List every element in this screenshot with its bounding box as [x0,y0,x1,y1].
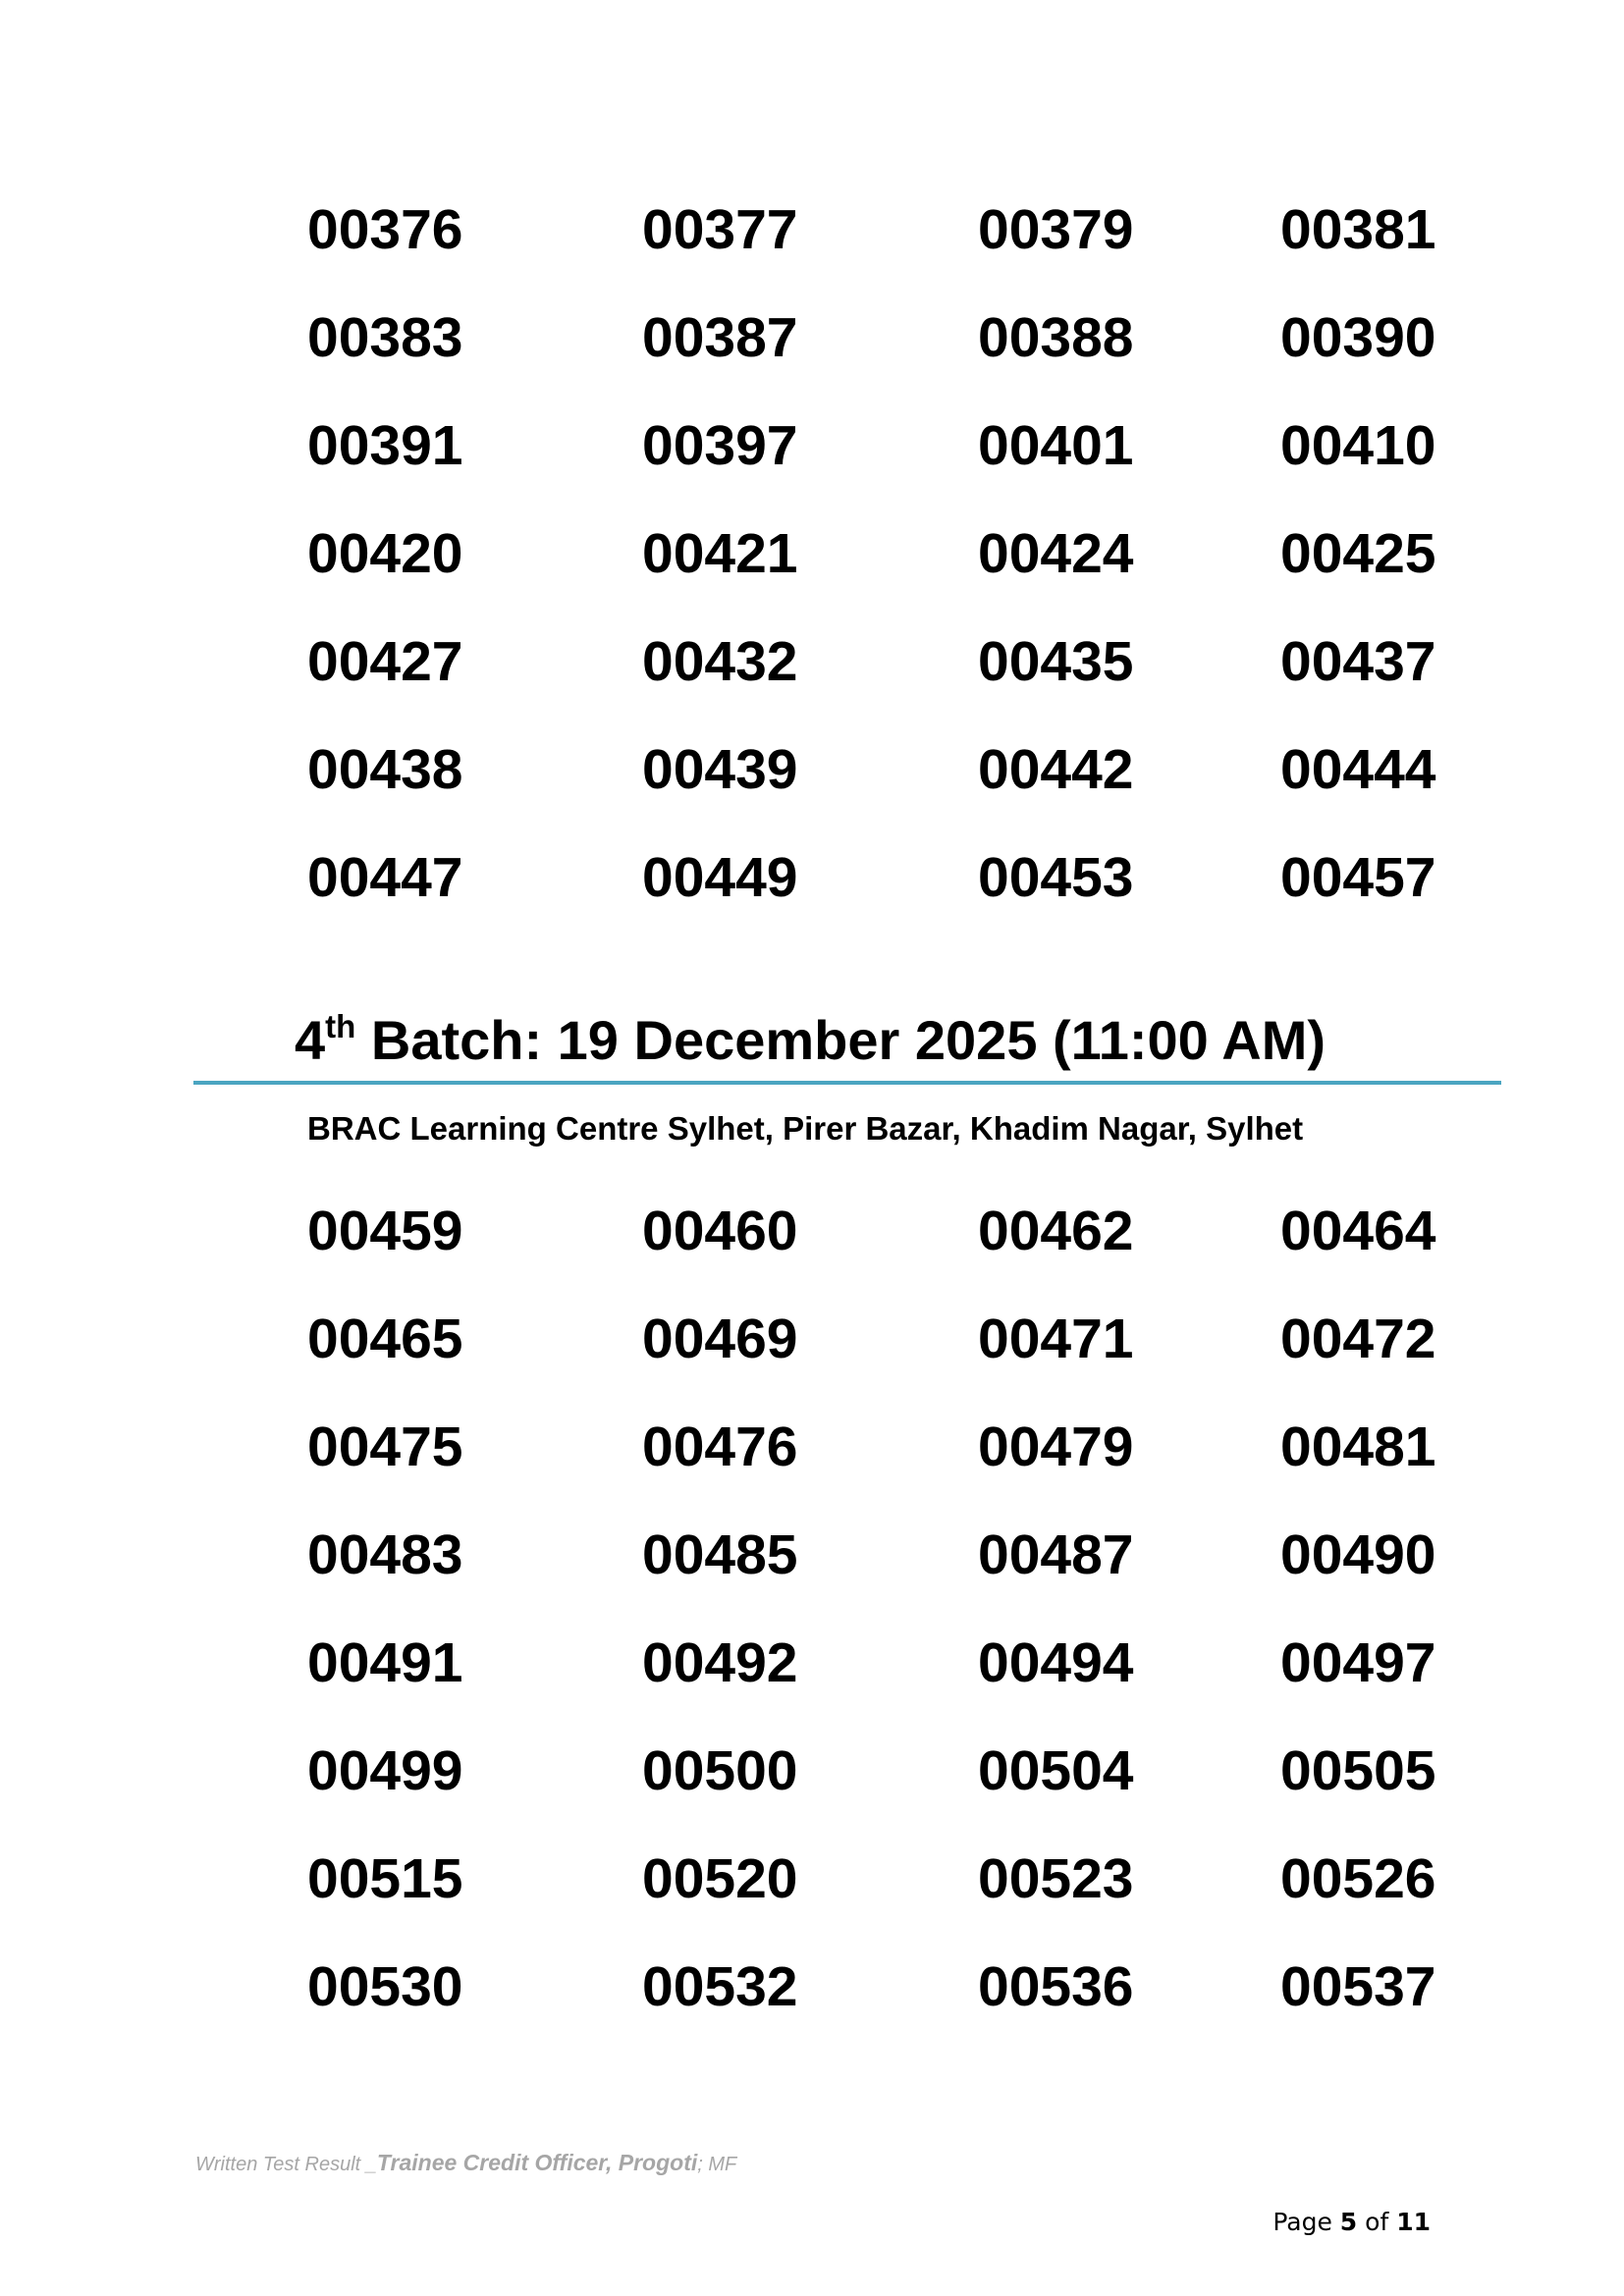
table-row [0,1825,1624,1933]
roll-number: 00536 [978,1955,1134,2018]
roll-number: 00435 [978,630,1134,693]
table-row [0,608,1624,716]
roll-number: 00376 [307,198,463,261]
roll-number: 00490 [1280,1523,1436,1586]
venue-address: BRAC Learning Centre Sylhet, Pirer Bazar, Khadim Nagar, Sylhet [307,1110,1304,1147]
roll-number: 00442 [978,738,1134,801]
roll-number: 00523 [978,1847,1134,1910]
table-row [0,1717,1624,1825]
page-label: Page [1272,2208,1340,2236]
roll-number: 00505 [1280,1739,1436,1802]
roll-number: 00387 [642,306,798,369]
roll-number: 00438 [307,738,463,801]
roll-number: 00497 [1280,1631,1436,1694]
roll-number: 00397 [642,414,798,477]
roll-number: 00491 [307,1631,463,1694]
roll-number: 00383 [307,306,463,369]
roll-number: 00494 [978,1631,1134,1694]
table-row [0,1609,1624,1717]
roll-number: 00449 [642,846,798,909]
table-row [0,284,1624,392]
roll-number: 00469 [642,1308,798,1370]
roll-number: 00388 [978,306,1134,369]
table-row [0,1285,1624,1393]
roll-number: 00530 [307,1955,463,2018]
table-row [0,392,1624,500]
roll-number: 00420 [307,522,463,585]
roll-number: 00391 [307,414,463,477]
roll-number: 00439 [642,738,798,801]
footer-note [195,2148,736,2179]
roll-number: 00432 [642,630,798,693]
roll-number: 00410 [1280,414,1436,477]
roll-number: 00377 [642,198,798,261]
roll-number: 00381 [1280,198,1436,261]
table-row [0,176,1624,284]
roll-number: 00437 [1280,630,1436,693]
batch-heading [295,1001,1326,1088]
batch-ordinal-suffix: th [325,1008,356,1044]
roll-number-grid-bottom [0,1177,1624,2041]
roll-number: 00532 [642,1955,798,2018]
roll-number: 00457 [1280,846,1436,909]
roll-number: 00476 [642,1415,798,1478]
roll-number: 00487 [978,1523,1134,1586]
roll-number: 00424 [978,522,1134,585]
roll-number: 00492 [642,1631,798,1694]
batch-schedule: Batch: 19 December 2025 (11:00 AM) [355,1009,1326,1071]
roll-number: 00401 [978,414,1134,477]
roll-number: 00475 [307,1415,463,1478]
heading-divider [193,1081,1501,1085]
roll-number: 00504 [978,1739,1134,1802]
roll-number: 00421 [642,522,798,585]
table-row [0,500,1624,608]
roll-number: 00447 [307,846,463,909]
batch-number: 4 [295,1009,326,1071]
roll-number: 00483 [307,1523,463,1586]
page-current: 5 [1339,2208,1358,2236]
table-row [0,716,1624,824]
table-row [0,1501,1624,1609]
roll-number: 00520 [642,1847,798,1910]
roll-number: 00462 [978,1200,1134,1262]
roll-number: 00379 [978,198,1134,261]
roll-number-grid-top [0,176,1624,932]
page-of: of [1357,2208,1397,2236]
roll-number: 00472 [1280,1308,1436,1370]
table-row [0,1393,1624,1501]
roll-number: 00500 [642,1739,798,1802]
roll-number: 00499 [307,1739,463,1802]
roll-number: 00427 [307,630,463,693]
table-row [0,1933,1624,2041]
roll-number: 00481 [1280,1415,1436,1478]
page-total: 11 [1396,2208,1431,2236]
roll-number: 00459 [307,1200,463,1262]
roll-number: 00444 [1280,738,1436,801]
roll-number: 00460 [642,1200,798,1262]
table-row [0,824,1624,932]
roll-number: 00515 [307,1847,463,1910]
page-number [1272,2205,1431,2240]
footer-position-title: Trainee Credit Officer, Progoti [376,2150,698,2175]
roll-number: 00485 [642,1523,798,1586]
roll-number: 00390 [1280,306,1436,369]
table-row [0,1177,1624,1285]
roll-number: 00471 [978,1308,1134,1370]
roll-number: 00526 [1280,1847,1436,1910]
roll-number: 00465 [307,1308,463,1370]
roll-number: 00537 [1280,1955,1436,2018]
footer-prefix: Written Test Result _ [195,2154,377,2175]
footer-suffix: ; MF [697,2154,737,2175]
roll-number: 00464 [1280,1200,1436,1262]
roll-number: 00425 [1280,522,1436,585]
roll-number: 00453 [978,846,1134,909]
roll-number: 00479 [978,1415,1134,1478]
